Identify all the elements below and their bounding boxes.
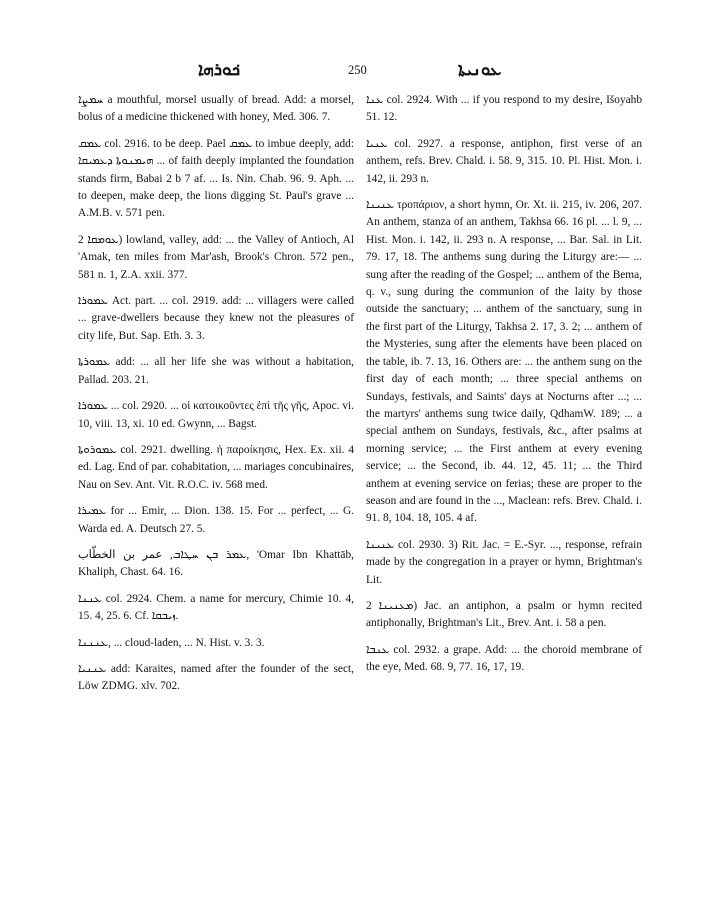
running-head-right: ܥܘܢܝܬܐ — [458, 60, 502, 79]
dictionary-entry: ܥܢܢܝܐ add: Karaites, named after the founder of the sect, Löw ZDMG. xlv. 702. — [78, 662, 354, 693]
dictionary-entry: ܥܘܡܩܐ 2) lowland, valley, add: ... the Valley of Antioch, Al 'Amak, ten miles from Mar'ash, Brook's Chron. 572 pen., 581 n. 1, Z.A. xxii. 377. — [78, 233, 355, 281]
dictionary-entry: ܚܡܨܐ a mouthful, morsel usually of bread. Add: a morsel, bolus of a medicine thickened with honey, Med. 306. 7. — [78, 94, 354, 124]
dictionary-entry: ܥܡܘܪܘܬܐ col. 2921. dwelling. ἡ παροίκησις, Hex. Ex. xii. 4 ed. Lag. End of par. cohabitation, ... mariages concubinaires, Nau on Sev. Ant. Vit. R.O.C. iv. 568 med. — [78, 443, 354, 491]
dictionary-entry: ܥܢܒܐ col. 2932. a grape. Add: ... the choroid membrane of the eye, Med. 68. 9, 77. 16, 17, 19. — [366, 643, 642, 674]
right-column — [366, 92, 642, 686]
dictionary-entry: ܥܢܐ col. 2924. With ... if you respond to my desire, Išoyahb 51. 12. — [366, 94, 642, 124]
dictionary-entry: ܥܡܩ col. 2916. to be deep. Pael ܥܡܩ to imbue deeply, add: ܗܝܡܢܘܬܐ ܕܥܡܝܩܐ ... of faith deeply implanted the foundation stands firm, Babai 2 b 7 af. ... Is. Nin. Chab. 96. 9. Aph. ... to deepen, make deep, the lions digging St. Paul's grave ... A.M.B. v. 571 pen. — [78, 137, 354, 220]
dictionary-entry: ܥܢܝܢܐ τροπάριον, a short hymn, Or. Xt. ii. 215, iv. 206, 207. An anthem, stanza of an anthem, Takhsa 66. 16 pl. ... l. 9, ... Hist. Mon. i. 142, ii. 293 n. A response, ... Bar. Sal. in Lit. 79. 17, 18. The anthems sung during the Liturgy are:— ... sung after the reading of the Gospel; ... anthem of the Bema, q. v., sung during the communion of the laity by those outside the sanctuary; ... anthem of the sanctuary, sung in the first part of the Liturgy, Takhsa 2. 17, 3. 2; ... anthem of the Mysteries, sung after the elements have been placed on the table, ib. 7. 13, 16. Others are: ... the anthem sung on the first day of each month; ... three special anthems on Sundays, festivals, and Saints' days at Nocturns after ...; ... the martyrs' anthems sung twice daily, QdhamW. 189; ... a special anthem on Sundays, festivals, &c., after psalms at morning service; ... the First anthem at every evening service; ... the Second, ib. 44. 12, 45. 11; ... the Third anthem at evening service on ferias; these are proper to the season and are found in the ..., Maclean: refs. Brev. Chald. i. 91. 8, 104. 18, 105. 4 af. — [366, 199, 642, 525]
dictionary-entry: ܥܡܪ ܒܢ ܚܛܐܒ, عمر بن الخطّاب, 'Omar Ibn Khattāb, Khaliph, Chast. 64. 16. — [78, 548, 354, 579]
dictionary-entry: ܥܡܘܪܐ ... col. 2920. ... οἱ κατοικοῦντες ἐπὶ τῆς γῆς, Apoc. vi. 10, viii. 13, xi. 10 ed. Gwynn, ... Bagst. — [78, 400, 354, 430]
dictionary-entry: ܥܢܢܢܐ, ... cloud-laden, ... N. Hist. v. 3. 3. — [78, 636, 265, 649]
dictionary-entry: ܥܢܝܐ col. 2927. a response, antiphon, first verse of an anthem, refs. Brev. Chald. i. 58. 9, 315. 10. Pl. Hist. Mon. i. 142, ii. 293 n. — [366, 137, 642, 185]
dictionary-entry: ܥܡܘܪܐ Act. part. ... col. 2919. add: ... villagers were called ... grave-dwellers because they knew not the pleasures of city life, But. Sap. Eth. 3. 3. — [78, 295, 354, 342]
dictionary-entry: ܥܢܢܐ col. 2924. Chem. a name for mercury, Chimie 10. 4, 15. 4, 25. 6. Cf. ܙܝܒܩܐ. — [78, 592, 354, 623]
dictionary-entry: ܥܡܝܪܐ for ... Emir, ... Dion. 138. 15. For ... perfect, ... G. Warda ed. A. Deutsch 27. 5. — [78, 505, 354, 535]
dictionary-entry: ܥܡܘܪܬܐ add: ... all her life she was without a habitation, Pallad. 203. 21. — [78, 356, 354, 386]
dictionary-entry: ܥܢܝܢܐ col. 2930. 3) Rit. Jac. = E.-Syr. ..., response, refrain made by the congregation in a prayer or hymn, Brightman's Lit. — [366, 538, 642, 586]
dictionary-entry: ܡܥܢܝܢܐ 2) Jac. an antiphon, a psalm or hymn recited antiphonally, Brightman's Lit., Brev. Ant. i. 58 a pen. — [366, 599, 642, 630]
running-head-left: ܟ݁ܘܪܗܐ — [198, 60, 241, 79]
left-column — [78, 92, 354, 705]
page-number: 250 — [348, 63, 367, 77]
